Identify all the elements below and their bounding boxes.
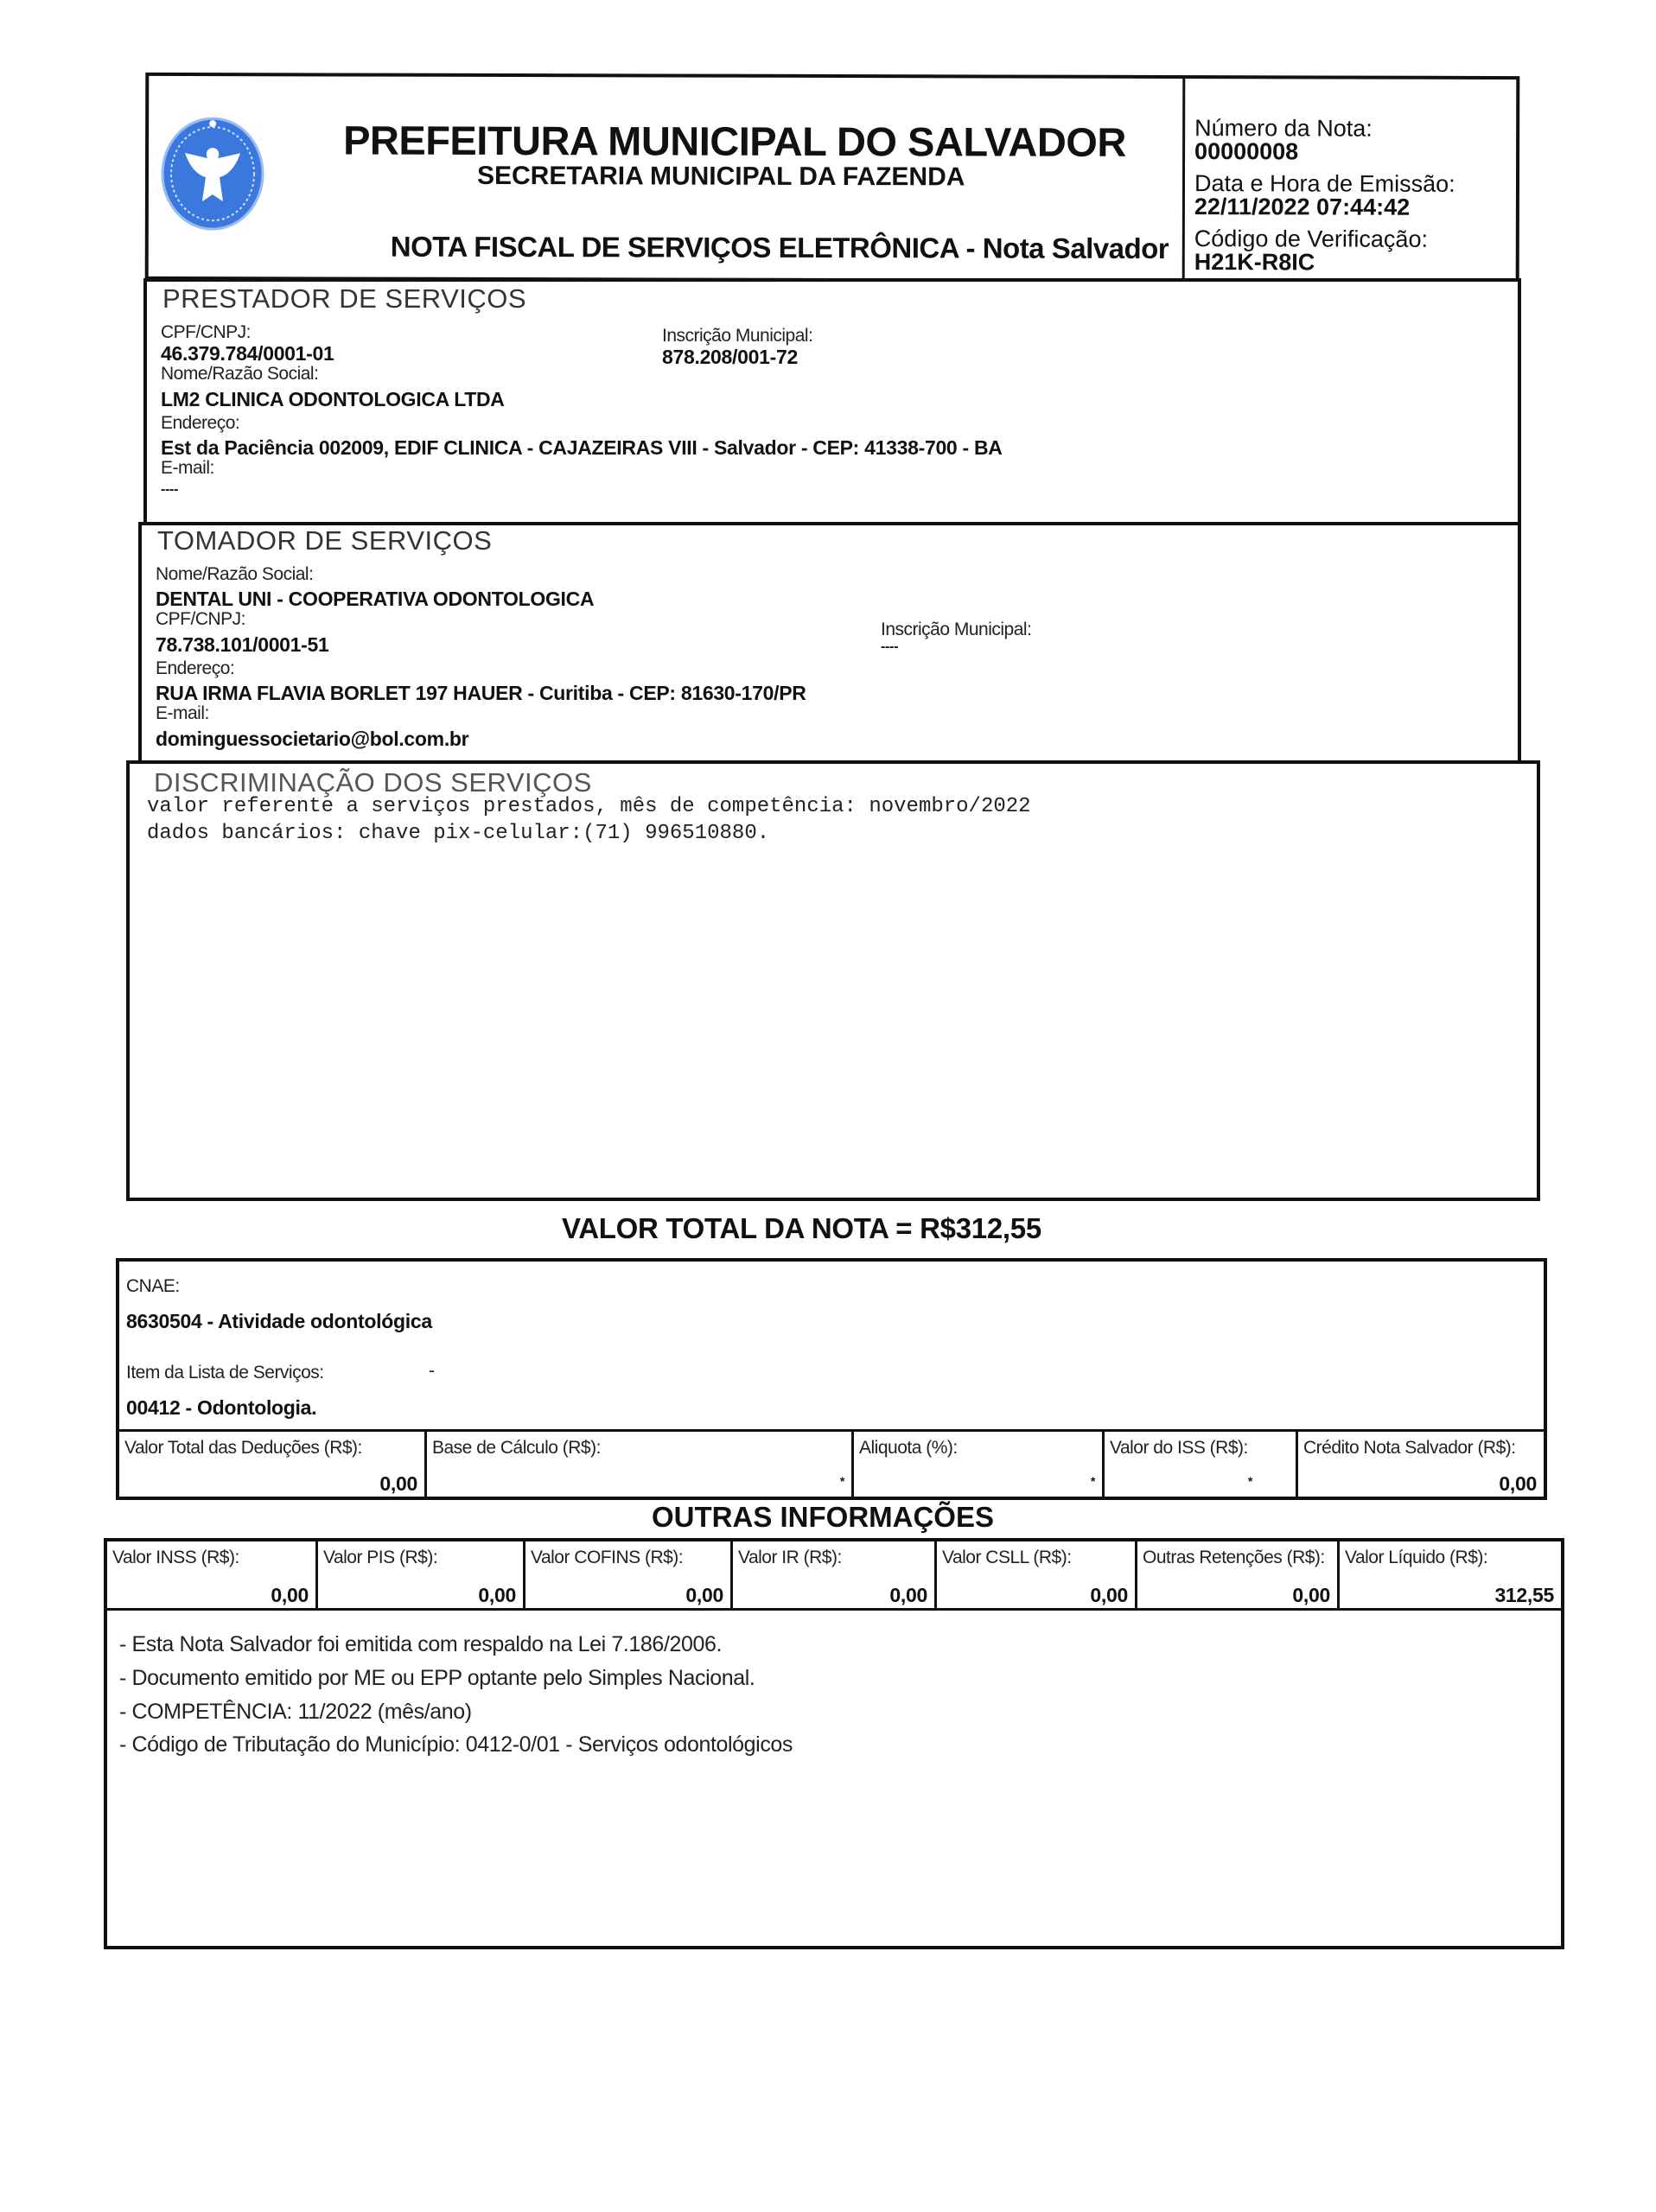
retencao-cell [1340,1541,1561,1608]
tomador-email-value: dominguessocietario@bol.com.br [156,727,469,750]
item-lista-value: 00412 - Odontologia. [126,1396,317,1419]
outras-informacoes-title: OUTRAS INFORMAÇÕES [652,1501,994,1533]
prestador-endereco-value: Est da Paciência 002009, EDIF CLINICA - CAJAZEIRAS VIII - Salvador - CEP: 41338-700 - BA [161,436,1003,460]
prestador-email-label: E-mail: [161,458,214,479]
tax-cell [119,1432,427,1497]
tax-cell [427,1432,854,1497]
retencao-value: 0,00 [1090,1583,1128,1606]
retencao-label: Valor COFINS (R$): [531,1548,684,1567]
retencao-cell [937,1541,1137,1608]
tomador-nome-value: DENTAL UNI - COOPERATIVA ODONTOLOGICA [156,588,595,611]
retencao-value: 312,55 [1494,1583,1554,1606]
tomador-email-label: E-mail: [156,703,209,724]
tax-cell-value: 0,00 [379,1471,417,1495]
tomador-cpf-value: 78.738.101/0001-51 [156,632,329,656]
prestador-nome-label: Nome/Razão Social: [161,364,319,385]
retencao-cell [1137,1541,1340,1608]
prestador-email-value: ---- [161,481,179,497]
data-emissao-value: 22/11/2022 07:44:42 [1194,194,1411,220]
tax-cell-label: Crédito Nota Salvador (R$): [1303,1438,1516,1458]
prestador-cpf-value: 46.379.784/0001-01 [161,342,334,365]
prestador-cpf-label: CPF/CNPJ: [161,322,252,342]
document-header [145,73,1520,283]
prestador-endereco-label: Endereço: [161,412,240,433]
tax-cell-label: Base de Cálculo (R$): [432,1438,601,1458]
codigo-verificacao-value: H21K-R8IC [1194,249,1315,276]
document-type-title: NOTA FISCAL DE SERVIÇOS ELETRÔNICA - Nota Salvador [390,230,1169,265]
retencao-label: Valor PIS (R$): [323,1548,438,1567]
retencao-cell [107,1541,318,1608]
retencao-value: 0,00 [889,1583,927,1606]
tax-cell [854,1432,1105,1497]
retencao-label: Valor INSS (R$): [112,1548,239,1567]
numero-label: Número da Nota: [1194,115,1373,142]
retencao-value: 0,00 [271,1583,309,1606]
retencao-label: Valor Líquido (R$): [1345,1548,1488,1567]
salvador-coat-of-arms-icon [159,115,267,232]
item-lista-label: Item da Lista de Serviços: [126,1363,324,1382]
retencao-value: 0,00 [685,1583,723,1606]
discriminacao-text [147,793,1031,847]
observacao-item: - COMPETÊNCIA: 11/2022 (mês/ano) [119,1699,472,1724]
tax-cell [1298,1432,1544,1497]
tax-cell-label: Valor Total das Deduções (R$): [124,1438,362,1458]
prestador-section [143,278,1521,525]
servico-section [116,1258,1547,1500]
tax-cell-label: Valor do ISS (R$): [1110,1438,1248,1458]
observacao-item: - Código de Tributação do Município: 0412-0/01 - Serviços odontológicos [119,1732,793,1758]
tomador-endereco-value: RUA IRMA FLAVIA BORLET 197 HAUER - Curitiba - CEP: 81630-170/PR [156,682,806,705]
retencao-value: 0,00 [1292,1583,1330,1606]
tomador-section [138,522,1521,764]
invoice-meta [1194,117,1455,275]
tomador-title: TOMADOR DE SERVIÇOS [157,525,493,556]
item-lista-dash: - [429,1361,435,1381]
discriminacao-section [126,760,1540,1201]
prestador-title: PRESTADOR DE SERVIÇOS [162,283,527,314]
retencao-label: Valor IR (R$): [738,1548,842,1567]
valor-total-nota: VALOR TOTAL DA NOTA = R$312,55 [562,1212,1041,1244]
observacao-item: - Documento emitido por ME ou EPP optante pelo Simples Nacional. [119,1665,755,1690]
retencao-value: 0,00 [478,1583,516,1606]
outras-informacoes-section [104,1538,1564,1949]
data-emissao-label: Data e Hora de Emissão: [1194,170,1455,197]
codigo-verificacao-label: Código de Verificação: [1194,226,1429,252]
cnae-value: 8630504 - Atividade odontológica [126,1310,432,1332]
tax-cell-value: * [1247,1473,1252,1488]
prestador-nome-value: LM2 CLINICA ODONTOLOGICA LTDA [161,387,505,410]
tax-cell-value: 0,00 [1499,1471,1537,1495]
discriminacao-title: DISCRIMINAÇÃO DOS SERVIÇOS [154,767,592,798]
observacoes-list [119,1628,793,1762]
observacao-item: - Esta Nota Salvador foi emitida com respaldo na Lei 7.186/2006. [119,1632,723,1656]
discriminacao-line: valor referente a serviços prestados, mês de competência: novembro/2022 [147,795,1031,818]
tax-cell [1105,1432,1298,1497]
retencao-cell [318,1541,525,1608]
retencao-label: Outras Retenções (R$): [1143,1548,1325,1567]
issuer-title: PREFEITURA MUNICIPAL DO SALVADOR [343,117,1126,165]
cnae-label: CNAE: [126,1276,180,1296]
retencao-cell [733,1541,937,1608]
tax-cell-value: * [839,1473,844,1488]
tomador-im-value: ---- [881,639,899,655]
retencao-label: Valor CSLL (R$): [942,1548,1072,1567]
discriminacao-line: dados bancários: chave pix-celular:(71) 996510880. [147,822,770,846]
tax-cell-label: Aliquota (%): [859,1438,958,1458]
tax-row [119,1429,1544,1497]
issuer-subtitle: SECRETARIA MUNICIPAL DA FAZENDA [476,161,965,192]
tomador-cpf-label: CPF/CNPJ: [156,609,246,630]
tomador-endereco-label: Endereço: [156,658,235,678]
tomador-nome-label: Nome/Razão Social: [156,564,314,584]
tomador-im-label: Inscrição Municipal: [881,620,1032,639]
prestador-im-label: Inscrição Municipal: [662,326,813,346]
numero-value: 00000008 [1194,138,1299,165]
retencoes-row [107,1541,1561,1611]
tax-cell-value: * [1090,1473,1095,1488]
retencao-cell [525,1541,733,1608]
header-divider [1182,79,1186,279]
prestador-im-value: 878.208/001-72 [662,346,798,369]
